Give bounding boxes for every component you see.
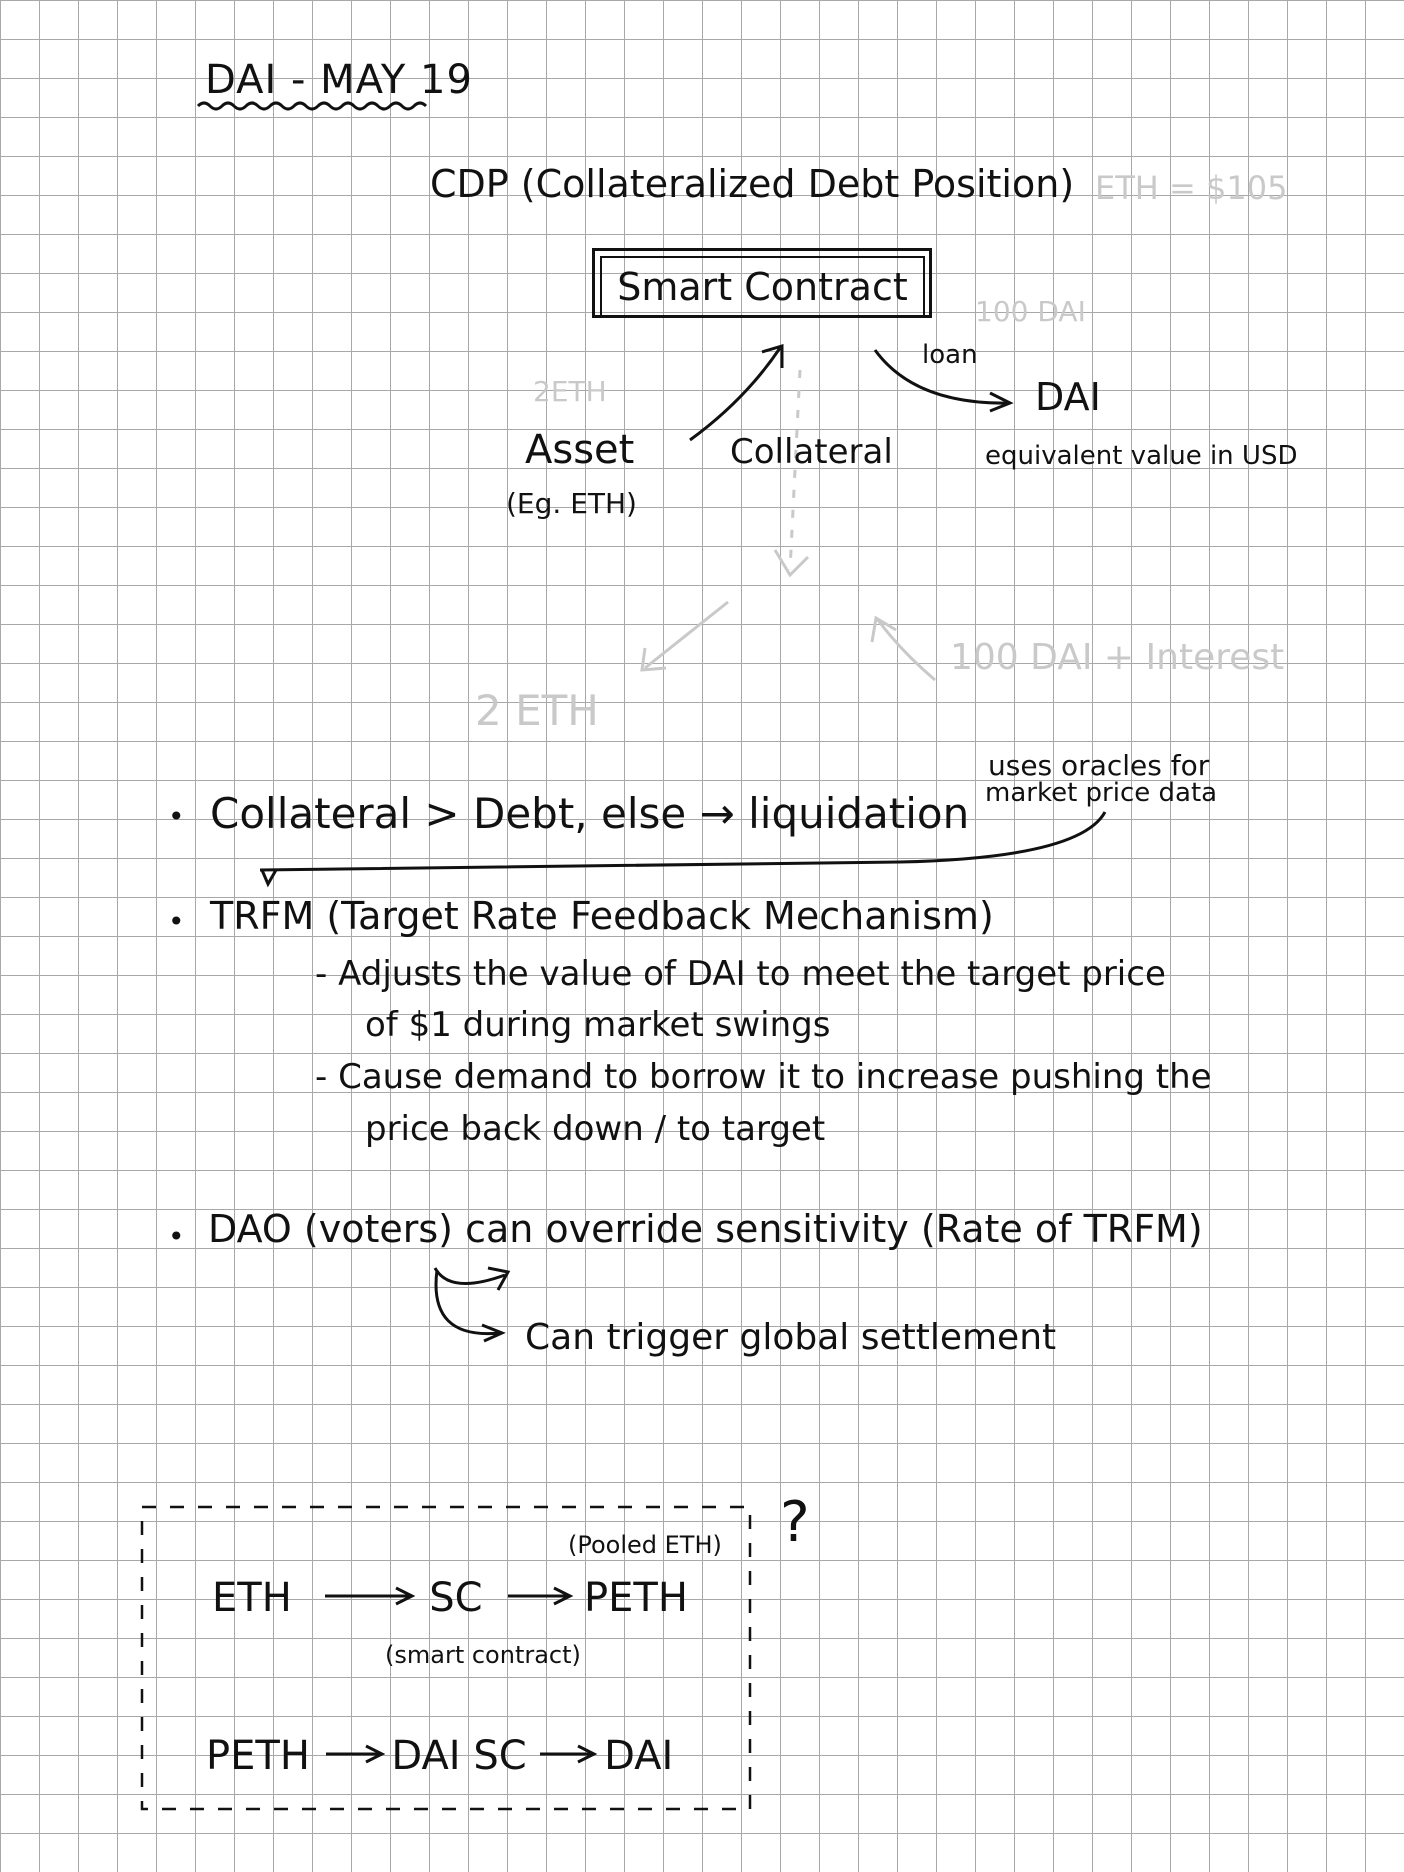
eth-price-note: ETH = $105 [1095,169,1288,207]
asset-amount-note: 2ETH [533,375,607,408]
bullet-collateral-debt: Collateral > Debt, else → liquidation [210,789,970,838]
flow-eth: ETH [212,1575,292,1621]
bullet-trfm: TRFM (Target Rate Feedback Mechanism) [210,894,994,938]
pooled-eth-label: (Pooled ETH) [568,1531,722,1559]
bullet-dot: • [168,905,185,938]
loan-label: loan [922,340,978,370]
trfm-sub2-line2: price back down / to target [365,1109,826,1149]
peth-flow-line [206,1733,674,1779]
oracles-note-line1: uses oracles for [988,749,1210,782]
dao-sub-trigger: Can trigger global settlement [525,1317,1057,1358]
equivalent-value-label: equivalent value in USD [985,441,1298,471]
asset-label: Asset [525,427,635,473]
asset-example-label: (Eg. ETH) [506,487,637,520]
question-mark: ? [780,1490,810,1555]
dai-amount-note: 100 DAI [975,295,1086,328]
trfm-sub1-line2: of $1 during market swings [365,1005,831,1045]
repay-arrow [878,620,935,680]
asset-to-contract-arrow [690,348,780,440]
eth-flow-line [212,1575,688,1621]
return-eth-arrow [645,602,728,668]
dao-loop-arrow-upper [435,1268,505,1284]
oracles-note-line2: market price data [985,778,1218,808]
bullet-dot: • [168,800,185,833]
title-underline [198,103,426,109]
bullet-dao: DAO (voters) can override sensitivity (Rate of TRFM) [208,1207,1203,1251]
page-title: DAI - MAY 19 [205,57,473,103]
repay-label: 100 DAI + Interest [950,637,1285,678]
flow-peth: PETH [584,1575,688,1621]
collateral-label: Collateral [730,432,893,472]
returned-eth-label: 2 ETH [475,686,599,735]
flow-peth-start: PETH [206,1733,310,1779]
flow-dai-end: DAI [604,1733,674,1779]
flow-sc: SC [429,1575,483,1621]
smart-contract-box: Smart Contract [600,256,925,318]
cdp-heading: CDP (Collateralized Debt Position) [430,162,1075,206]
bullet-dot: • [168,1220,185,1253]
dao-loop-arrow-lower [436,1270,500,1334]
trfm-sub1-line1: - Adjusts the value of DAI to meet the target price [315,954,1166,994]
trfm-sub2-line1: - Cause demand to borrow it to increase pushing the [315,1057,1212,1097]
flow-dai-sc: DAI SC [391,1733,527,1779]
smart-contract-note: (smart contract) [385,1641,581,1669]
dai-output-label: DAI [1035,375,1101,419]
